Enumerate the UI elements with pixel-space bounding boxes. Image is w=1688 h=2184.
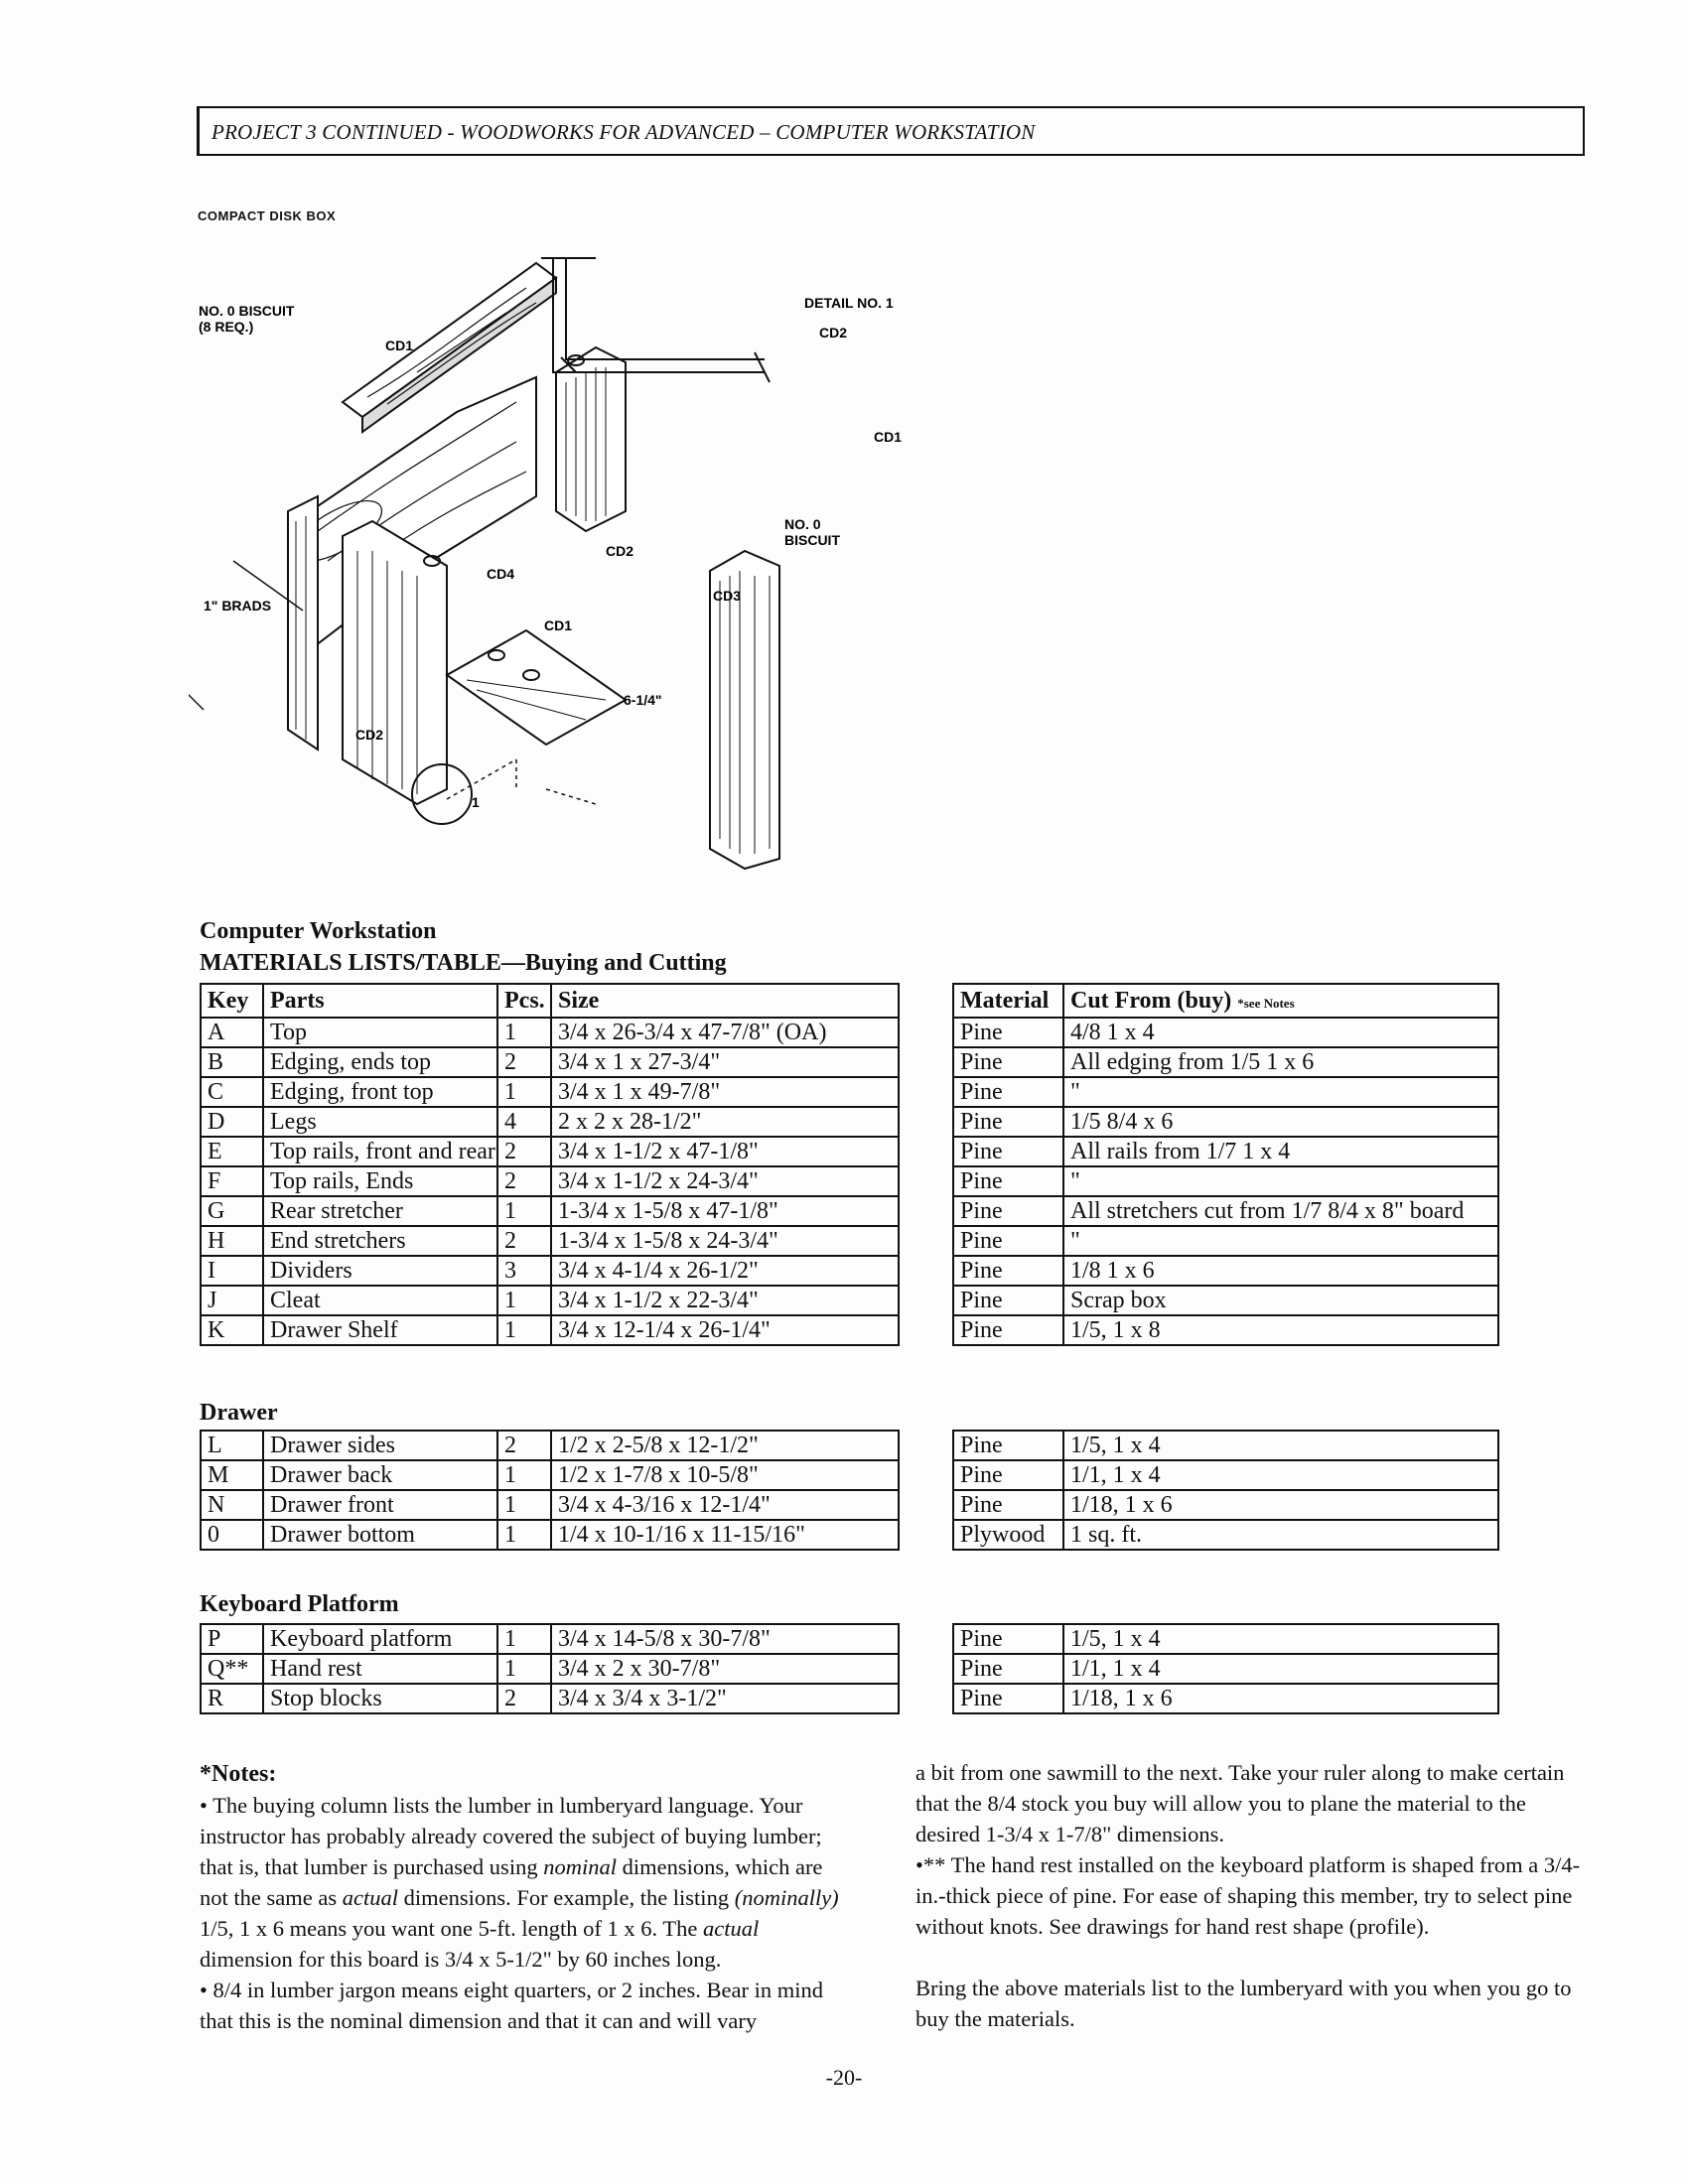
cell-key: B [201,1047,263,1077]
left-end-panel [288,496,318,750]
header-parts: Parts [263,984,497,1018]
table-row [201,1018,1498,1047]
note-3: •** The hand rest installed on the keyboard platform is shaped from a 3/4-in.-thick piece of pine. For ease of shaping this member, try to select pine without knots. See drawings for hand rest shape (profile). [915,1852,1581,1939]
cell-size: 1-3/4 x 1-5/8 x 24-3/4" [551,1226,899,1256]
label-biscuit-2: (8 REQ.) [199,319,254,335]
label-callout: 1 [472,794,480,810]
header-pcs: Pcs. [497,984,551,1018]
cell-size: 1/4 x 10-1/16 x 11-15/16" [551,1520,899,1550]
page-header-title: PROJECT 3 CONTINUED - WOODWORKS FOR ADVANCED – COMPUTER WORKSTATION [211,120,1036,144]
cell-gap [899,1226,953,1256]
cell-part: Top [263,1018,497,1047]
label-cd1-bottom: CD1 [544,617,573,633]
cell-gap [899,1460,953,1490]
cell-gap [899,1431,953,1460]
cell-pcs: 1 [497,1520,551,1550]
cell-part: Top rails, front and rear [263,1137,497,1166]
cell-pcs: 2 [497,1047,551,1077]
cell-key: R [201,1684,263,1713]
cell-size: 3/4 x 1 x 27-3/4" [551,1047,899,1077]
cell-cut: 1 sq. ft. [1063,1520,1498,1550]
cell-size: 3/4 x 4-1/4 x 26-1/2" [551,1256,899,1286]
cell-cut: All stretchers cut from 1/7 8/4 x 8" board [1063,1196,1498,1226]
label-detail-cd1: CD1 [874,429,903,445]
cell-part: Rear stretcher [263,1196,497,1226]
cell-cut: 1/5, 1 x 4 [1063,1624,1498,1654]
table-row [201,1196,1498,1226]
table-row [201,1520,1498,1550]
notes-right-column [915,1757,1591,2034]
cell-gap [899,1490,953,1520]
cell-gap [899,1520,953,1550]
cell-size: 1-3/4 x 1-5/8 x 47-1/8" [551,1196,899,1226]
cell-material: Pine [953,1315,1063,1345]
cell-size: 3/4 x 14-5/8 x 30-7/8" [551,1624,899,1654]
table-row [201,1047,1498,1077]
cell-cut: 1/1, 1 x 4 [1063,1460,1498,1490]
cell-key: E [201,1137,263,1166]
cell-size: 3/4 x 3/4 x 3-1/2" [551,1684,899,1713]
header-box [197,106,1585,156]
notes-title: *Notes: [200,1761,277,1787]
cell-pcs: 1 [497,1654,551,1684]
cell-size: 3/4 x 26-3/4 x 47-7/8" (OA) [551,1018,899,1047]
cell-cut: All rails from 1/7 1 x 4 [1063,1137,1498,1166]
cell-key: H [201,1226,263,1256]
compact-disk-box-diagram [189,233,943,879]
table-row [201,1490,1498,1520]
workstation-subtitle: MATERIALS LISTS/TABLE—Buying and Cutting [200,950,727,976]
cell-key: 0 [201,1520,263,1550]
page-number: -20- [825,2065,863,2090]
table-row [201,1654,1498,1684]
table-row [201,1166,1498,1196]
cell-gap [899,1256,953,1286]
table-row [201,1107,1498,1137]
note-2: • 8/4 in lumber jargon means eight quarters, or 2 inches. Bear in mind that this is the nominal dimension and that it can and will vary [200,1978,823,2033]
label-dimension: 6-1/4" [624,692,662,708]
cell-material: Pine [953,1166,1063,1196]
cell-pcs: 1 [497,1196,551,1226]
cell-key: G [201,1196,263,1226]
cell-key: A [201,1018,263,1047]
cell-material: Pine [953,1226,1063,1256]
label-cd1-top: CD1 [385,338,414,353]
label-cd3: CD3 [713,588,742,604]
keyboard-title: Keyboard Platform [200,1591,399,1617]
cell-material: Pine [953,1460,1063,1490]
workstation-table [200,983,1499,1346]
table-row [201,1256,1498,1286]
cell-part: Keyboard platform [263,1624,497,1654]
cell-cut: " [1063,1166,1498,1196]
cell-key: L [201,1431,263,1460]
cell-pcs: 1 [497,1077,551,1107]
cell-part: Legs [263,1107,497,1137]
cell-material: Plywood [953,1520,1063,1550]
cell-gap [899,1624,953,1654]
cell-size: 1/2 x 2-5/8 x 12-1/2" [551,1431,899,1460]
cell-size: 3/4 x 1-1/2 x 22-3/4" [551,1286,899,1315]
front-left-board [343,521,447,804]
drawer-title: Drawer [200,1400,278,1426]
header-cut-note: *see Notes [1237,995,1295,1011]
cell-key: J [201,1286,263,1315]
cell-cut: 1/1, 1 x 4 [1063,1654,1498,1684]
cell-material: Pine [953,1624,1063,1654]
cell-pcs: 1 [497,1018,551,1047]
cell-key: F [201,1166,263,1196]
header-cut-label: Cut From (buy) [1070,987,1232,1014]
table-header-row [201,984,1498,1018]
cell-key: C [201,1077,263,1107]
label-cd2-side: CD2 [606,543,634,559]
cell-pcs: 1 [497,1624,551,1654]
cell-cut: " [1063,1077,1498,1107]
cell-material: Pine [953,1490,1063,1520]
cell-size: 2 x 2 x 28-1/2" [551,1107,899,1137]
cell-pcs: 1 [497,1490,551,1520]
cell-pcs: 1 [497,1286,551,1315]
label-detail-biscuit-1: NO. 0 [784,516,821,532]
cell-material: Pine [953,1107,1063,1137]
diagram-title: COMPACT DISK BOX [198,208,337,223]
cell-material: Pine [953,1431,1063,1460]
cell-pcs: 1 [497,1460,551,1490]
cell-pcs: 2 [497,1431,551,1460]
drawer-table [200,1430,1499,1551]
cell-gap [899,1018,953,1047]
cell-size: 3/4 x 1 x 49-7/8" [551,1077,899,1107]
label-detail-biscuit-2: BISCUIT [784,532,840,548]
label-cd2-left: CD2 [355,727,384,743]
cell-gap [899,1654,953,1684]
cell-gap [899,1315,953,1345]
cell-part: Drawer back [263,1460,497,1490]
cell-gap [899,1047,953,1077]
cell-gap [899,1286,953,1315]
header-key: Key [201,984,263,1018]
cell-part: Top rails, Ends [263,1166,497,1196]
cell-pcs: 4 [497,1107,551,1137]
label-biscuit-1: NO. 0 BISCUIT [199,303,295,319]
label-brads: 1" BRADS [204,598,272,614]
note-1: • The buying column lists the lumber in lumberyard language. Your instructor has probably already covered the subject of buying lumber; that is, that lumber is purchased using nominal dimensions, which are not the same as actual dimensions. For example, the listing (nominally) 1/5, 1 x 6 means you want one 5-ft. length of 1 x 6. The actual dimension for this board is 3/4 x 5-1/2" by 60 inches long. [200,1793,839,1972]
cell-pcs: 2 [497,1684,551,1713]
cell-size: 3/4 x 1-1/2 x 47-1/8" [551,1137,899,1166]
cell-part: End stretchers [263,1226,497,1256]
cell-cut: 1/5, 1 x 4 [1063,1431,1498,1460]
cell-material: Pine [953,1654,1063,1684]
note-2-continued: a bit from one sawmill to the next. Take your ruler along to make certain that the 8/4 stock you buy will allow you to plane the material to the desired 1-3/4 x 1-7/8" dimensions. [915,1760,1565,1846]
cell-gap [899,1107,953,1137]
table-row [201,1624,1498,1654]
cell-cut: 1/8 1 x 6 [1063,1256,1498,1286]
table-row [201,1226,1498,1256]
cell-part: Edging, front top [263,1077,497,1107]
header-size: Size [551,984,899,1018]
header-gap [899,984,953,1018]
cell-pcs: 2 [497,1166,551,1196]
workstation-title: Computer Workstation [200,918,437,944]
label-detail-cd2: CD2 [819,325,848,341]
cell-key: Q** [201,1654,263,1684]
cell-gap [899,1166,953,1196]
cell-part: Stop blocks [263,1684,497,1713]
notes-left-column [200,1759,855,2036]
cell-material: Pine [953,1018,1063,1047]
cell-size: 3/4 x 1-1/2 x 24-3/4" [551,1166,899,1196]
cell-part: Drawer Shelf [263,1315,497,1345]
header-cut-from [1063,984,1498,1018]
cell-material: Pine [953,1256,1063,1286]
table-row [201,1315,1498,1345]
cell-part: Drawer sides [263,1431,497,1460]
cell-material: Pine [953,1286,1063,1315]
cell-material: Pine [953,1077,1063,1107]
cell-cut: 1/18, 1 x 6 [1063,1684,1498,1713]
table-row [201,1431,1498,1460]
label-cd4: CD4 [487,566,515,582]
keyboard-table [200,1623,1499,1714]
cell-key: N [201,1490,263,1520]
cell-material: Pine [953,1684,1063,1713]
bottom-shelf [447,630,626,745]
cell-gap [899,1077,953,1107]
cell-gap [899,1137,953,1166]
cell-size: 1/2 x 1-7/8 x 10-5/8" [551,1460,899,1490]
cell-part: Cleat [263,1286,497,1315]
cell-cut: Scrap box [1063,1286,1498,1315]
cell-size: 3/4 x 4-3/16 x 12-1/4" [551,1490,899,1520]
cell-gap [899,1684,953,1713]
cell-key: K [201,1315,263,1345]
cell-pcs: 2 [497,1226,551,1256]
cell-key: D [201,1107,263,1137]
note-4: Bring the above materials list to the lumberyard with you when you go to buy the materials. [915,1976,1572,2031]
table-row [201,1077,1498,1107]
cell-cut: " [1063,1226,1498,1256]
cell-part: Dividers [263,1256,497,1286]
cell-material: Pine [953,1196,1063,1226]
table-row [201,1137,1498,1166]
cell-key: I [201,1256,263,1286]
cell-material: Pine [953,1137,1063,1166]
table-row [201,1286,1498,1315]
cell-cut: 1/18, 1 x 6 [1063,1490,1498,1520]
cell-cut: 1/5 8/4 x 6 [1063,1107,1498,1137]
table-row [201,1684,1498,1713]
cell-part: Hand rest [263,1654,497,1684]
cell-part: Drawer bottom [263,1520,497,1550]
cell-gap [899,1196,953,1226]
cell-part: Edging, ends top [263,1047,497,1077]
cell-material: Pine [953,1047,1063,1077]
cell-cut: All edging from 1/5 1 x 6 [1063,1047,1498,1077]
cell-part: Drawer front [263,1490,497,1520]
cell-key: M [201,1460,263,1490]
label-detail-title: DETAIL NO. 1 [804,295,894,311]
cell-size: 3/4 x 2 x 30-7/8" [551,1654,899,1684]
header-material: Material [953,984,1063,1018]
cell-cut: 4/8 1 x 4 [1063,1018,1498,1047]
table-row [201,1460,1498,1490]
cell-pcs: 1 [497,1315,551,1345]
cell-size: 3/4 x 12-1/4 x 26-1/4" [551,1315,899,1345]
cell-pcs: 2 [497,1137,551,1166]
cell-pcs: 3 [497,1256,551,1286]
cell-key: P [201,1624,263,1654]
cell-cut: 1/5, 1 x 8 [1063,1315,1498,1345]
